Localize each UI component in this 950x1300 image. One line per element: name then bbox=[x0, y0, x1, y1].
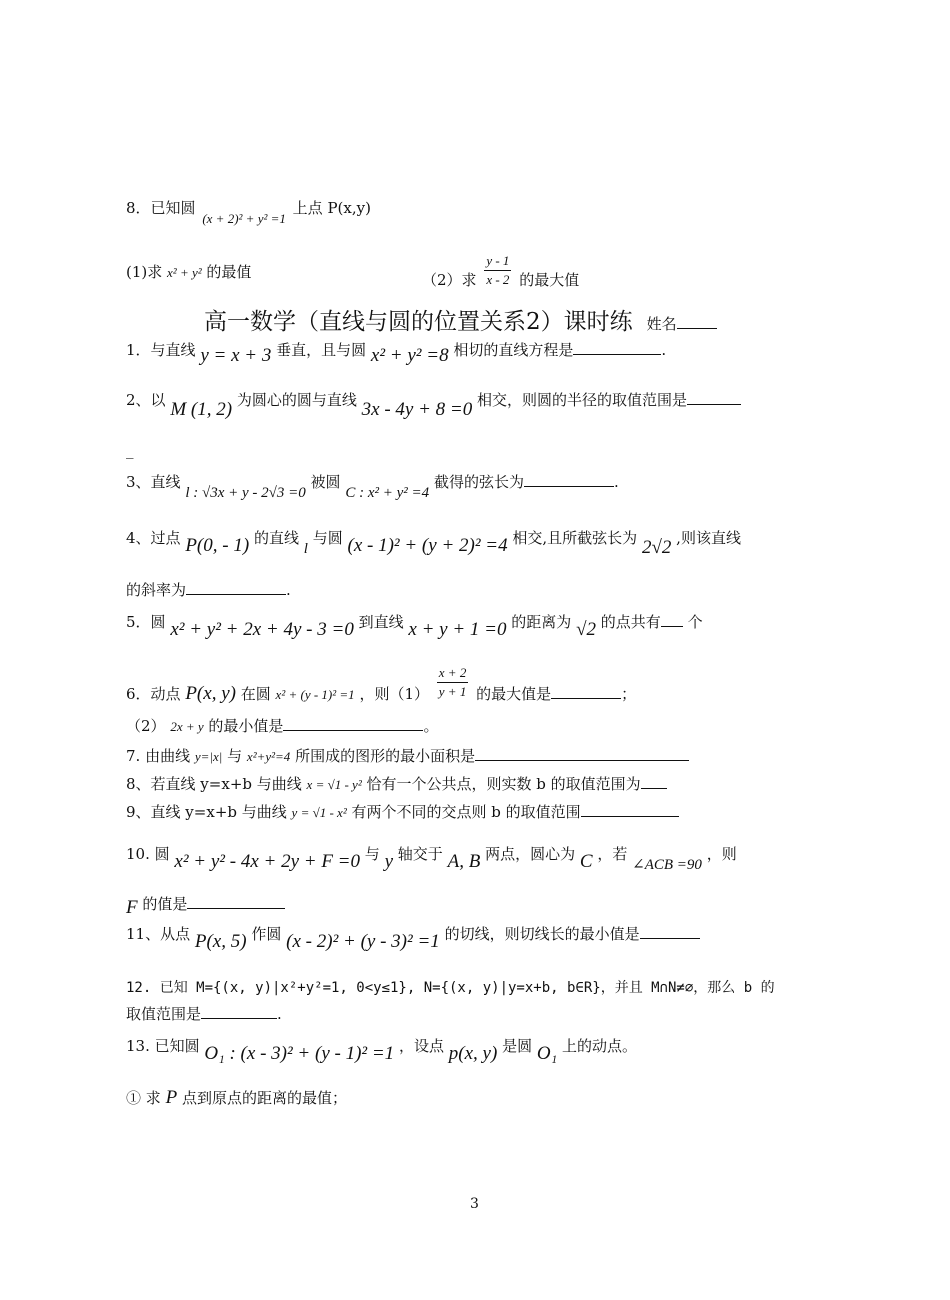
math-line: y = x + 3 bbox=[200, 345, 272, 366]
text: 10. 圆 bbox=[126, 845, 170, 863]
text: 所围成的图形的最小面积是 bbox=[295, 747, 476, 765]
text: 被圆 bbox=[310, 473, 341, 491]
line-question-1 bbox=[126, 340, 667, 366]
text: 恰有一个公共点，则实数 b 的取值范围为 bbox=[366, 775, 641, 793]
math-point: P(x, y) bbox=[185, 682, 236, 704]
text: 1．与直线 bbox=[126, 341, 196, 359]
text: 截得的弦长为 bbox=[433, 473, 524, 491]
math-distance: √2 bbox=[576, 619, 597, 640]
answer-blank[interactable] bbox=[640, 924, 700, 939]
title-text: 高一数学（直线与圆的位置关系2）课时练 bbox=[204, 309, 633, 335]
text: 的最值 bbox=[206, 263, 252, 281]
line-question-9 bbox=[126, 802, 679, 823]
text: 有两个不同的交点则 b 的取值范围 bbox=[351, 803, 581, 821]
text: 的值是 bbox=[142, 895, 188, 913]
text: 个 bbox=[687, 613, 703, 631]
text: . bbox=[277, 1005, 282, 1023]
math-l: l bbox=[303, 541, 308, 557]
math-point: p(x, y) bbox=[448, 1043, 498, 1064]
text: （2）求 bbox=[422, 270, 477, 289]
text: ，若 bbox=[597, 845, 628, 863]
math-circle: O₁ : (x - 3)² + (y - 1)² =1 bbox=[204, 1043, 395, 1064]
math-center: C bbox=[579, 851, 593, 872]
line-question-10-cont bbox=[126, 894, 285, 918]
text: . bbox=[286, 581, 291, 599]
answer-blank[interactable] bbox=[687, 390, 741, 405]
text: 4、过点 bbox=[126, 529, 181, 547]
answer-blank[interactable] bbox=[475, 746, 689, 761]
text: ，则 bbox=[706, 845, 737, 863]
math-axis: y bbox=[384, 851, 394, 872]
text: 的最小值是 bbox=[208, 717, 284, 735]
line-problem-8 bbox=[126, 198, 371, 226]
line-question-13-part1 bbox=[126, 1088, 347, 1108]
answer-blank[interactable] bbox=[524, 472, 614, 487]
line-question-8 bbox=[126, 774, 667, 795]
math-point: P(x, 5) bbox=[194, 931, 247, 952]
text: 的最大值是 bbox=[476, 684, 552, 703]
math-circle: x² + (y - 1)² =1 bbox=[275, 686, 355, 702]
line-question-12-cont bbox=[126, 1004, 282, 1024]
math-line: l : √3x + y - 2√3 =0 bbox=[185, 485, 306, 501]
line-problem-8-part2 bbox=[422, 252, 579, 289]
line-question-2 bbox=[126, 390, 741, 420]
text: 点到原点的距离的最值； bbox=[181, 1089, 347, 1107]
math-circle-name: O₁ bbox=[536, 1043, 558, 1064]
math-curve: y=|x| bbox=[194, 749, 223, 764]
text: 7. 由曲线 bbox=[126, 747, 191, 765]
math-curve: y = √1 - x² bbox=[291, 805, 347, 820]
line-question-2-cont bbox=[126, 440, 134, 460]
text: 两点，圆心为 bbox=[485, 845, 576, 863]
math-circle-eq: (x + 2)² + y² =1 bbox=[202, 211, 286, 226]
text: 上点 P(x,y) bbox=[292, 199, 371, 217]
answer-blank[interactable] bbox=[573, 340, 661, 355]
math-circle: x² + y² - 4x + 2y + F =0 bbox=[174, 851, 360, 872]
numerator: y - 1 bbox=[484, 252, 511, 271]
answer-blank[interactable] bbox=[201, 1004, 277, 1019]
text: . bbox=[613, 473, 619, 491]
text: 6．动点 bbox=[126, 684, 181, 703]
text: 3、直线 bbox=[126, 473, 181, 491]
text: 相切的直线方程是 bbox=[453, 341, 574, 359]
answer-blank[interactable] bbox=[551, 684, 621, 699]
math-P: P bbox=[165, 1087, 178, 1108]
text: 在圆 bbox=[240, 684, 271, 703]
text: 2、以 bbox=[126, 391, 166, 409]
line-question-6-part2 bbox=[126, 716, 438, 737]
text: 5．圆 bbox=[126, 613, 166, 631]
text: 相交，则圆的半径的取值范围是 bbox=[477, 391, 688, 409]
math-expr: x² + y² bbox=[167, 265, 202, 280]
page-title bbox=[204, 303, 717, 336]
text: 的距离为 bbox=[511, 613, 572, 631]
text: 的斜率为 bbox=[126, 581, 187, 599]
math-line: 3x - 4y + 8 =0 bbox=[361, 399, 473, 420]
line-problem-8-parts bbox=[126, 262, 251, 283]
math-circle: (x - 2)² + (y - 3)² =1 bbox=[286, 931, 440, 952]
line-question-6 bbox=[126, 664, 637, 704]
math-points: A, B bbox=[447, 851, 481, 872]
denominator: y + 1 bbox=[438, 684, 467, 699]
text: ，设点 bbox=[398, 1037, 444, 1055]
answer-blank[interactable] bbox=[187, 894, 285, 909]
math-center: M (1, 2) bbox=[170, 399, 233, 420]
text: （2） bbox=[126, 717, 166, 735]
math-point: P(0, - 1) bbox=[185, 535, 250, 556]
text: 到直线 bbox=[358, 613, 404, 631]
text: 与 bbox=[227, 747, 243, 765]
line-question-4 bbox=[126, 528, 741, 558]
answer-blank[interactable] bbox=[641, 774, 667, 789]
math-expr: 2x + y bbox=[170, 719, 204, 734]
denominator: x - 2 bbox=[486, 272, 510, 287]
text: 与圆 bbox=[312, 529, 343, 547]
text: 的最大值 bbox=[519, 270, 580, 289]
line-question-3 bbox=[126, 472, 619, 501]
page-number: 3 bbox=[470, 1196, 479, 1212]
text: 的点共有 bbox=[600, 613, 661, 631]
text: ； bbox=[621, 684, 637, 703]
text: 取值范围是 bbox=[126, 1005, 202, 1023]
numerator: x + 2 bbox=[437, 664, 469, 683]
line-question-13 bbox=[126, 1036, 637, 1064]
text: 与 bbox=[364, 845, 380, 863]
math-angle: ∠ACB =90 bbox=[632, 857, 702, 873]
text: 11、从点 bbox=[126, 925, 191, 943]
line-question-4-cont bbox=[126, 580, 291, 600]
math-circle: x² + y² =8 bbox=[370, 345, 449, 366]
text: 的切线，则切线长的最小值是 bbox=[444, 925, 640, 943]
math-line: x + y + 1 =0 bbox=[408, 619, 507, 640]
text: 相交,且所截弦长为 bbox=[512, 529, 638, 547]
text: 。 bbox=[423, 717, 439, 735]
text: 垂直，且与圆 bbox=[276, 341, 367, 359]
line-question-12 bbox=[126, 978, 775, 998]
line-question-10 bbox=[126, 844, 737, 873]
text: 9、直线 y=x+b 与曲线 bbox=[126, 803, 287, 821]
line-question-7 bbox=[126, 746, 689, 767]
math-circle: C : x² + y² =4 bbox=[345, 485, 430, 501]
text: 12. 已知 M={(x, y)|x²+y²=1, 0<y≤1}, N={(x, y)|y=x+b, b∈R}，并且 M∩N≠∅，那么 b 的 bbox=[126, 980, 775, 996]
answer-blank[interactable] bbox=[581, 802, 679, 817]
math-fraction bbox=[437, 664, 469, 701]
text: 13. 已知圆 bbox=[126, 1037, 200, 1055]
text: 作圆 bbox=[251, 925, 282, 943]
text: 是圆 bbox=[502, 1037, 533, 1055]
text: 上的动点。 bbox=[561, 1037, 637, 1055]
math-circle: x²+y²=4 bbox=[246, 749, 291, 764]
answer-blank[interactable] bbox=[186, 580, 286, 595]
text: 为圆心的圆与直线 bbox=[236, 391, 357, 409]
math-fraction bbox=[484, 252, 511, 289]
line-question-5 bbox=[126, 612, 703, 640]
text: 8．已知圆 bbox=[126, 199, 196, 217]
name-label: 姓名 bbox=[646, 315, 677, 333]
line-question-11 bbox=[126, 924, 700, 952]
answer-blank[interactable] bbox=[661, 612, 683, 627]
name-blank[interactable] bbox=[677, 314, 717, 329]
answer-blank[interactable] bbox=[283, 716, 423, 731]
text: 8、若直线 y=x+b 与曲线 bbox=[126, 775, 302, 793]
text: (1)求 bbox=[126, 263, 163, 281]
text: ，则（1） bbox=[359, 684, 429, 703]
text: 轴交于 bbox=[397, 845, 443, 863]
math-circle: (x - 1)² + (y + 2)² =4 bbox=[347, 535, 508, 556]
text: . bbox=[661, 341, 667, 359]
math-curve: x = √1 - y² bbox=[306, 777, 362, 792]
math-F: F bbox=[126, 897, 138, 918]
text: 的直线 bbox=[253, 529, 299, 547]
text: ,则该直线 bbox=[676, 529, 741, 547]
math-length: 2√2 bbox=[641, 537, 672, 558]
math-circle: x² + y² + 2x + 4y - 3 =0 bbox=[170, 619, 354, 640]
text: _ bbox=[126, 441, 134, 459]
text: ① 求 bbox=[126, 1089, 161, 1107]
